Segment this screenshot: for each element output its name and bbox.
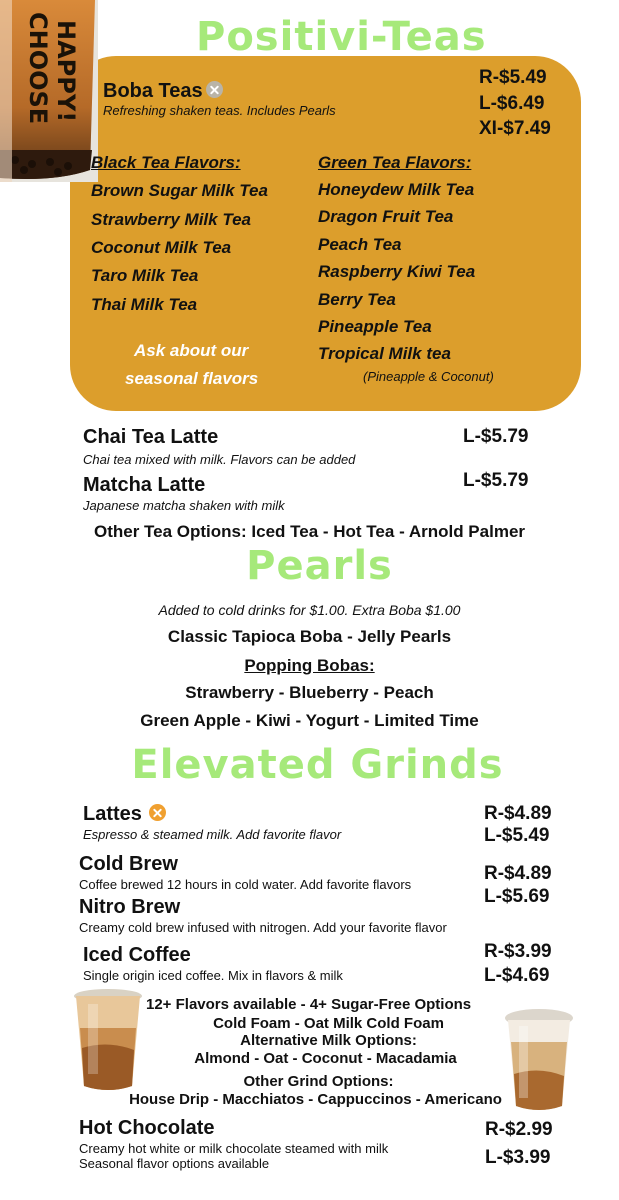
lattes-price-r: R-$4.89 bbox=[484, 803, 552, 824]
matcha-latte-desc: Japanese matcha shaken with milk bbox=[83, 498, 285, 513]
black-tea-item: Strawberry Milk Tea bbox=[91, 210, 251, 229]
seasonal-line-1: Ask about our bbox=[134, 341, 249, 360]
green-tea-item: Tropical Milk tea bbox=[318, 344, 451, 363]
boba-teas-label: Boba Teas bbox=[103, 80, 203, 102]
popping-line-1: Strawberry - Blueberry - Peach bbox=[185, 683, 434, 702]
chai-latte-name: Chai Tea Latte bbox=[83, 426, 219, 448]
black-tea-item: Coconut Milk Tea bbox=[91, 238, 232, 257]
lattes-title bbox=[83, 803, 166, 826]
hot-chocolate-desc-2: Seasonal flavor options available bbox=[79, 1156, 270, 1171]
grinds-info-5: Other Grind Options: bbox=[243, 1073, 394, 1090]
cup-text-1: CHOOSE bbox=[24, 12, 52, 125]
pearls-title: Pearls bbox=[246, 543, 393, 589]
hot-chocolate-name: Hot Chocolate bbox=[79, 1117, 215, 1139]
iced-coffee-price-l: L-$4.69 bbox=[484, 965, 550, 986]
x-circle-icon bbox=[149, 804, 166, 821]
black-tea-header: Black Tea Flavors: bbox=[91, 153, 241, 172]
hot-chocolate-desc-1: Creamy hot white or milk chocolate steamed with milk bbox=[79, 1141, 389, 1156]
black-tea-item: Thai Milk Tea bbox=[91, 295, 198, 314]
boba-price-xl: XI-$7.49 bbox=[479, 118, 551, 139]
hot-chocolate-price-l: L-$3.99 bbox=[485, 1147, 551, 1168]
boba-teas-desc: Refreshing shaken teas. Includes Pearls bbox=[103, 103, 336, 118]
cold-brew-desc: Coffee brewed 12 hours in cold water. Add favorite flavors bbox=[79, 877, 412, 892]
boba-teas-title bbox=[103, 80, 223, 103]
cold-brew-price-l: L-$5.69 bbox=[484, 886, 550, 907]
cup-text-2: HAPPY! bbox=[52, 20, 80, 123]
other-tea-options: Other Tea Options: Iced Tea - Hot Tea - Arnold Palmer bbox=[93, 522, 526, 541]
green-tea-header: Green Tea Flavors: bbox=[318, 153, 472, 172]
classic-pearls: Classic Tapioca Boba - Jelly Pearls bbox=[167, 627, 452, 646]
boba-cup-photo bbox=[0, 0, 98, 182]
cold-brew-price-r: R-$4.89 bbox=[484, 863, 552, 884]
grinds-title: Elevated Grinds bbox=[131, 742, 504, 788]
popping-line-2: Green Apple - Kiwi - Yogurt - Limited Time bbox=[140, 711, 479, 730]
seasonal-line-2: seasonal flavors bbox=[125, 369, 259, 388]
grinds-info-3: Alternative Milk Options: bbox=[240, 1032, 417, 1049]
x-circle-icon bbox=[206, 81, 223, 98]
green-tea-item: Dragon Fruit Tea bbox=[318, 207, 454, 226]
chai-latte-desc: Chai tea mixed with milk. Flavors can be added bbox=[83, 452, 356, 467]
green-tea-item: Raspberry Kiwi Tea bbox=[318, 262, 476, 281]
black-tea-item: Taro Milk Tea bbox=[91, 266, 199, 285]
lattes-label: Lattes bbox=[83, 803, 142, 825]
iced-coffee-price-r: R-$3.99 bbox=[484, 941, 552, 962]
tropical-note: (Pineapple & Coconut) bbox=[363, 369, 494, 384]
lattes-desc: Espresso & steamed milk. Add favorite flavor bbox=[83, 827, 342, 842]
popping-header: Popping Bobas: bbox=[244, 656, 375, 675]
grinds-info-6: House Drip - Macchiatos - Cappuccinos - Americano bbox=[129, 1091, 502, 1108]
grinds-info-1: 12+ Flavors available - 4+ Sugar-Free Options bbox=[146, 996, 472, 1013]
cold-brew-name: Cold Brew bbox=[79, 853, 178, 875]
iced-coffee-desc: Single origin iced coffee. Mix in flavors & milk bbox=[83, 968, 343, 983]
nitro-brew-name: Nitro Brew bbox=[79, 896, 181, 918]
chai-latte-price: L-$5.79 bbox=[463, 426, 529, 447]
iced-coffee-name: Iced Coffee bbox=[83, 944, 191, 966]
green-tea-item: Honeydew Milk Tea bbox=[318, 180, 475, 199]
grinds-info-2: Cold Foam - Oat Milk Cold Foam bbox=[213, 1015, 444, 1032]
hot-chocolate-price-r: R-$2.99 bbox=[485, 1119, 553, 1140]
grinds-info-4: Almond - Oat - Coconut - Macadamia bbox=[194, 1050, 457, 1067]
boba-price-r: R-$5.49 bbox=[479, 67, 547, 88]
tea-section-title: Positivi-Teas bbox=[196, 14, 487, 60]
boba-price-l: L-$6.49 bbox=[479, 93, 545, 114]
green-tea-item: Berry Tea bbox=[318, 290, 396, 309]
pearls-note: Added to cold drinks for $1.00. Extra Boba $1.00 bbox=[158, 602, 461, 618]
green-tea-item: Peach Tea bbox=[318, 235, 402, 254]
black-tea-item: Brown Sugar Milk Tea bbox=[91, 181, 268, 200]
matcha-latte-name: Matcha Latte bbox=[83, 474, 206, 496]
lattes-price-l: L-$5.49 bbox=[484, 825, 550, 846]
matcha-latte-price: L-$5.79 bbox=[463, 470, 529, 491]
nitro-brew-desc: Creamy cold brew infused with nitrogen. Add your favorite flavor bbox=[79, 920, 447, 935]
green-tea-item: Pineapple Tea bbox=[318, 317, 432, 336]
